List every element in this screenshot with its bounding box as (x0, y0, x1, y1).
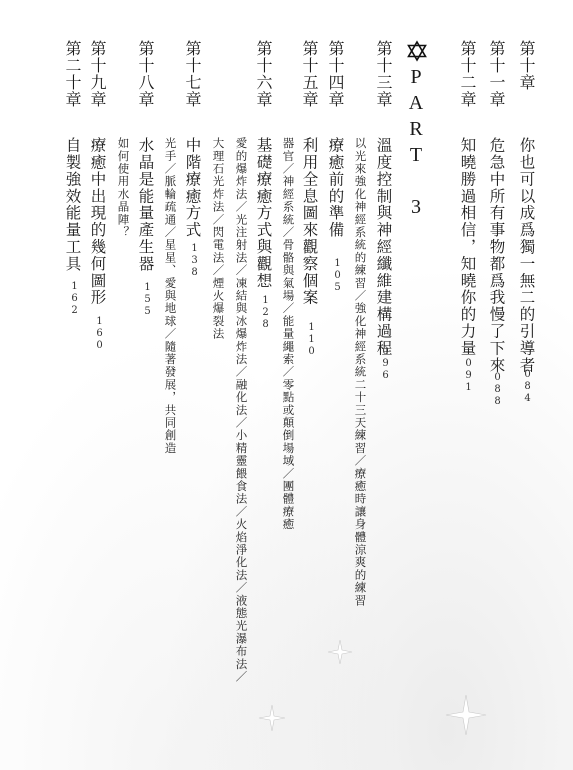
chapter-title: 利用全息圖來觀察個案 (300, 137, 319, 306)
chapter-subtopics: 器官／神經系統／骨骼與氣場／能量繩索／零點或顛倒場域／團體療癒 (281, 137, 296, 531)
chapter-subtopics: 如何使用水晶陣？ (116, 137, 131, 239)
chapter-title: 療癒前的準備 (326, 137, 345, 239)
page-number: 091 (463, 358, 474, 394)
page-number: 096 (380, 346, 391, 382)
chapter-number: 第十九章 (88, 40, 107, 108)
page-number: 128 (260, 295, 271, 331)
chapter-number: 第十七章 (183, 40, 202, 108)
page-number: 105 (332, 258, 343, 294)
page-number: 084 (522, 369, 533, 405)
page-number: 160 (94, 316, 105, 352)
chapter-title: 你也可以成爲獨一無二的引導者 (517, 137, 536, 374)
chapter-number: 第二十章 (63, 40, 82, 108)
chapter-number: 第十章 (517, 40, 536, 91)
chapter-number: 第十二章 (458, 40, 477, 108)
chapter-subtopics: 光手／脈輪疏通／星星、愛與地球／隨著發展，共同創造 (163, 137, 178, 455)
chapter-number: 第十五章 (300, 40, 319, 108)
page-number: 138 (189, 243, 200, 279)
chapter-subtopics: 大理石光炸法／閃電法／煙火爆裂法 (211, 137, 226, 341)
page-number: 162 (69, 281, 80, 317)
chapter-title: 溫度控制與神經纖維建構過程 (374, 137, 393, 357)
chapter-number: 第十六章 (254, 40, 273, 108)
chapter-title: 基礎療癒方式與觀想 (254, 137, 273, 290)
chapter-number: 第十四章 (326, 40, 345, 108)
chapter-subtopics: 以光來強化神經系統的練習／強化神經系統二十三天練習／療癒時讓身體涼爽的練習 (353, 137, 368, 607)
chapter-number: 第十三章 (374, 40, 393, 108)
chapter-number: 第十八章 (136, 40, 155, 108)
chapter-title: 自製強效能量工具 (63, 137, 82, 273)
chapter-title: 水晶是能量產生器 (136, 137, 155, 273)
chapter-title: 知曉勝過相信，知曉你的力量 (458, 137, 477, 357)
chapter-title: 中階療癒方式 (183, 137, 202, 239)
chapter-subtopics: 愛的爆炸法／光注射法／凍結與冰爆炸法／融化法／小精靈餵食法／火焰淨化法／液態光瀑布法／ (234, 137, 249, 684)
page-number: 110 (306, 322, 317, 358)
page-number: 088 (492, 372, 503, 408)
chapter-title: 危急中所有事物都爲我慢了下來 (487, 137, 506, 374)
chapter-number: 第十一章 (487, 40, 506, 108)
part-label: PART 3 (405, 66, 427, 222)
star-of-david-icon (406, 40, 428, 62)
page-number: 155 (142, 282, 153, 318)
chapter-title: 療癒中出現的幾何圖形 (88, 137, 107, 306)
